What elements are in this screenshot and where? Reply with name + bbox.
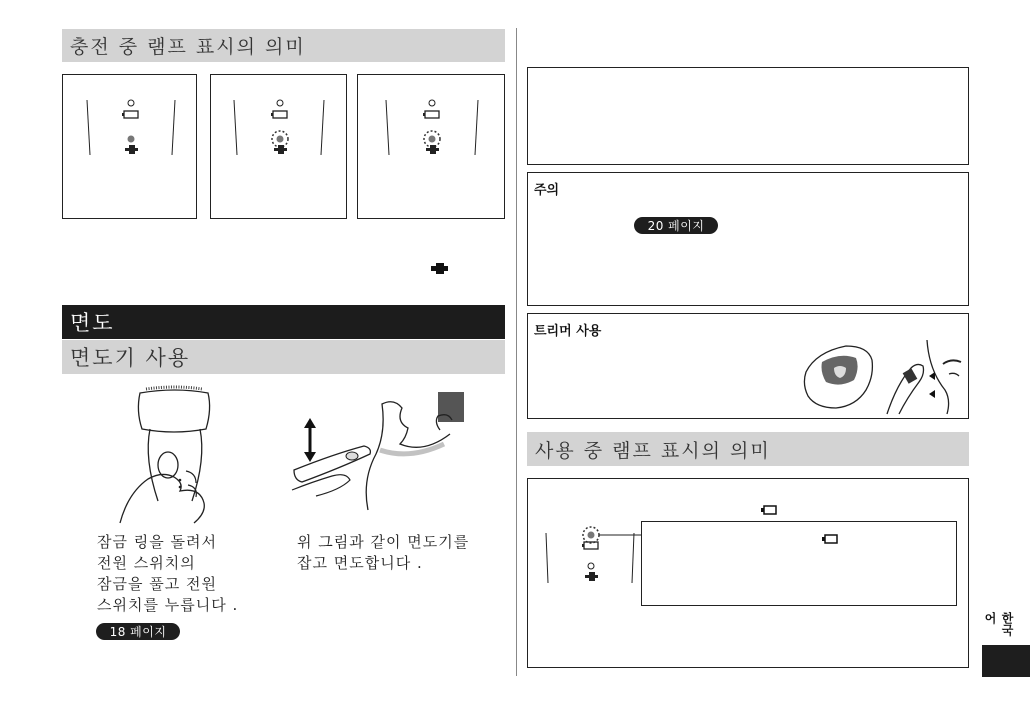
step1-line-3: 잠금을 풀고 전원	[97, 575, 217, 593]
caution-page-ref[interactable]: 20 페이지	[634, 217, 718, 234]
step1-text	[97, 532, 277, 616]
info-box-top	[527, 67, 969, 165]
caution-box	[527, 172, 969, 306]
trimmer-device-illustration	[800, 342, 880, 414]
step1-line-1: 잠금 링을 돌려서	[97, 533, 217, 551]
step1-line-2: 전원 스위치의	[97, 554, 196, 572]
lamp-diagram-blinking	[211, 75, 348, 220]
charging-lamp-header-text: 충전 중 램프 표시의 의미	[70, 36, 306, 58]
trimmer-sideburn-illustration	[883, 336, 973, 416]
lamp-panel-1	[62, 74, 197, 219]
in-use-lamp-header-text: 사용 중 램프 표시의 의미	[535, 439, 771, 462]
in-use-callout-box	[641, 521, 957, 606]
step2-text	[297, 532, 507, 574]
plug-icon	[430, 262, 450, 276]
in-use-lamp-diagram	[538, 521, 648, 611]
trimmer-label: 트리머 사용	[534, 324, 602, 339]
shaver-use-header-text: 면도기 사용	[70, 346, 191, 370]
shaver-hand-illustration	[100, 385, 250, 525]
trimmer-box	[527, 313, 969, 419]
step1-line-4: 스위치를 누릅니다 .	[97, 596, 239, 614]
charging-lamp-header	[62, 29, 505, 62]
lamp-panel-3	[357, 74, 505, 219]
in-use-lamp-box	[527, 478, 969, 668]
in-use-lamp-header	[527, 432, 969, 466]
caution-label: 주의	[534, 183, 560, 198]
step2-line-2: 잡고 면도합니다 .	[297, 554, 423, 572]
shaver-use-header	[62, 340, 505, 374]
column-divider	[516, 28, 517, 676]
step2-line-1: 위 그림과 같이 면도기를	[297, 533, 470, 551]
step1-page-ref[interactable]: 18 페이지	[96, 623, 180, 640]
language-tab-label: 한국어	[983, 612, 1014, 636]
language-tab-block	[982, 645, 1030, 677]
low-battery-icon-callout	[822, 534, 838, 544]
shaving-neck-illustration	[290, 390, 470, 520]
low-battery-icon	[761, 505, 777, 515]
lamp-diagram-fast-blinking	[358, 75, 506, 220]
shaving-section-title: 면도	[70, 311, 115, 335]
shaving-section-header	[62, 305, 505, 339]
lamp-diagram-solid	[63, 75, 198, 220]
lamp-panel-2	[210, 74, 347, 219]
